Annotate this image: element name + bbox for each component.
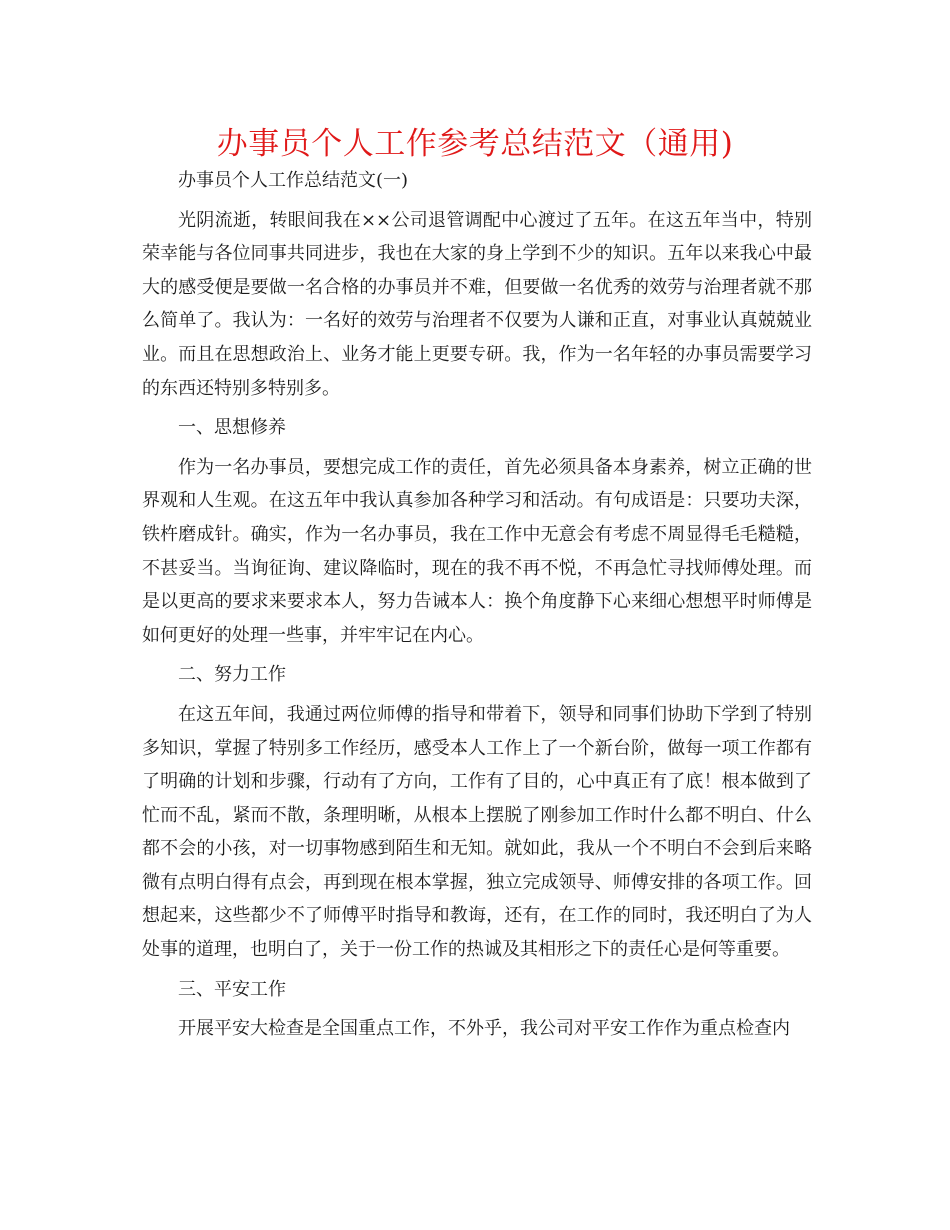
section-heading-work: 二、努力工作 xyxy=(178,664,286,686)
section-heading-thought: 一、思想修养 xyxy=(178,417,286,439)
section-subtitle: 办事员个人工作总结范文(一) xyxy=(178,170,409,191)
paragraph-thought: 作为一名办事员，要想完成工作的责任，首先必须具备本身素养，树立正确的世界观和人生观。在这五年中我认真参加各种学习和活动。有句成语是：只要功夫深，铁杵磨成针。确实，作为一名办事员，我在工作中无意会有考虑不周显得毛毛糙糙，不甚妥当。当询征询、建议降临时，现在的我不再不悦，不再急忙寻找师傅处理。而是以更高的要求来要求本人，努力告诫本人：换个角度静下心来细心想想平时师傅是如何更好的处理一些事，并牢牢记在内心。 xyxy=(142,456,812,646)
document-body xyxy=(142,164,812,1046)
paragraph-intro: 光阴流逝，转眼间我在××公司退管调配中心渡过了五年。在这五年当中，特别荣幸能与各位同事共同进步，我也在大家的身上学到不少的知识。五年以来我心中最大的感受便是要做一名合格的办事员并不难，但要做一名优秀的效劳与治理者就不那么简单了。我认为：一名好的效劳与治理者不仅要为人谦和正直，对事业认真兢兢业业。而且在思想政治上、业务才能上更要专研。我，作为一名年轻的办事员需要学习的东西还特别多特别多。 xyxy=(142,209,812,399)
section-heading-safety: 三、平安工作 xyxy=(178,978,286,1000)
paragraph-work: 在这五年间，我通过两位师傅的指导和带着下，领导和同事们协助下学到了特别多知识，掌握了特别多工作经历，感受本人工作上了一个新台阶，做每一项工作都有了明确的计划和步骤，行动有了方向，工作有了目的，心中真正有了底！根本做到了忙而不乱，紧而不散，条理明晰，从根本上摆脱了刚参加工作时什么都不明白、什么都不会的小孩，对一切事物感到陌生和无知。就如此，我从一个不明白不会到后来略微有点明白得有点会，再到现在根本掌握，独立完成领导、师傅安排的各项工作。回想起来，这些都少不了师傅平时指导和教诲，还有，在工作的同时，我还明白了为人处事的道理，也明白了，关于一份工作的热诚及其相形之下的责任心是何等重要。 xyxy=(142,703,812,961)
paragraph-safety: 开展平安大检查是全国重点工作，不外乎，我公司对平安工作作为重点检查内 xyxy=(178,1018,790,1040)
document-title: 办事员个人工作参考总结范文（通用) xyxy=(216,126,734,162)
